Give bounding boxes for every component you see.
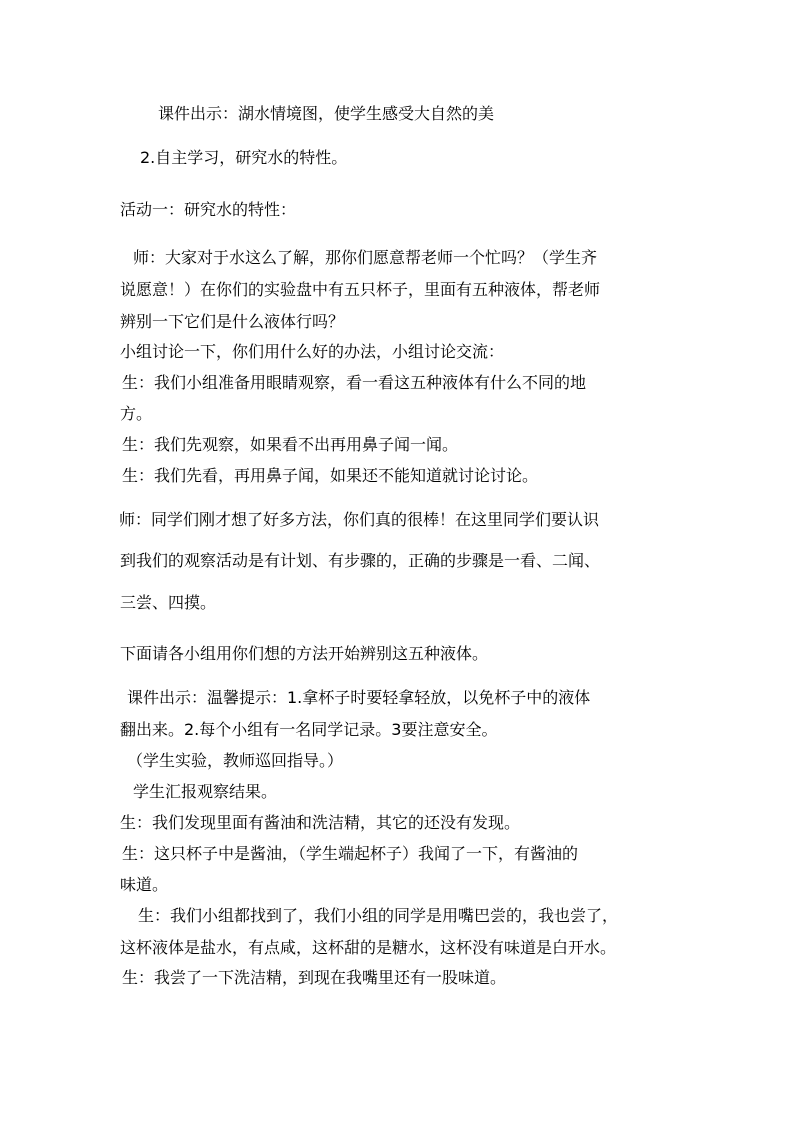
text-line-courseware-tip-b: 翻出来。2.每个小组有一名同学记录。3要注意安全。 xyxy=(120,720,498,739)
text-line-teacher-2a: 师：同学们刚才想了好多方法，你们真的很棒！在这里同学们要认识 xyxy=(119,510,600,529)
text-line-student-report: 学生汇报观察结果。 xyxy=(133,782,278,801)
text-line-student-experiment: （学生实验，教师巡回指导。） xyxy=(127,751,344,770)
text-line-student-1b: 方。 xyxy=(120,404,153,423)
text-line-student-5b: 味道。 xyxy=(120,875,169,894)
text-line-group-instruction: 下面请各小组用你们想的方法开始辨别这五种液体。 xyxy=(120,644,489,663)
text-line-student-4: 生：我们发现里面有酱油和洗洁精，其它的还没有发现。 xyxy=(120,813,521,832)
text-line-teacher-2b: 到我们的观察活动是有计划、有步骤的，正确的步骤是一看、二闻、 xyxy=(120,551,601,570)
text-line-student-6b: 这杯液体是盐水，有点咸，这杯甜的是糖水，这杯没有味道是白开水。 xyxy=(120,938,617,957)
text-line-courseware-tip-a: 课件出示：温馨提示：1.拿杯子时要轻拿轻放，以免杯子中的液体 xyxy=(127,688,591,707)
text-line-student-7: 生：我尝了一下洗洁精，到现在我嘴里还有一股味道。 xyxy=(122,968,507,987)
text-line-student-6a: 生：我们小组都找到了，我们小组的同学是用嘴巴尝的，我也尝了， xyxy=(138,906,619,925)
text-line-teacher-1b: 说愿意！）在你们的实验盘中有五只杯子，里面有五种液体，帮老师 xyxy=(120,280,601,299)
text-line-student-1a: 生：我们小组准备用眼睛观察，看一看这五种液体有什么不同的地 xyxy=(122,373,587,392)
text-line-student-3: 生：我们先看，再用鼻子闻，如果还不能知道就讨论讨论。 xyxy=(122,466,539,485)
text-line-activity-1: 活动一：研究水的特性： xyxy=(120,200,297,219)
text-line-teacher-1a: 师：大家对于水这么了解，那你们愿意帮老师一个忙吗？（学生齐 xyxy=(133,248,598,267)
text-line-courseware-lake: 课件出示：湖水情境图，使学生感受大自然的美 xyxy=(158,104,495,123)
text-line-group-discussion: 小组讨论一下，你们用什么好的办法，小组讨论交流： xyxy=(120,342,505,361)
text-line-student-5a: 生：这只杯子中是酱油，（学生端起杯子）我闻了一下，有酱油的 xyxy=(122,844,579,863)
text-line-teacher-2c: 三尝、四摸。 xyxy=(120,593,217,612)
text-line-teacher-1c: 辨别一下它们是什么液体行吗？ xyxy=(120,312,345,331)
text-line-section-2: 2.自主学习，研究水的特性。 xyxy=(140,148,348,167)
text-line-student-2: 生：我们先观察，如果看不出再用鼻子闻一闻。 xyxy=(122,435,459,454)
